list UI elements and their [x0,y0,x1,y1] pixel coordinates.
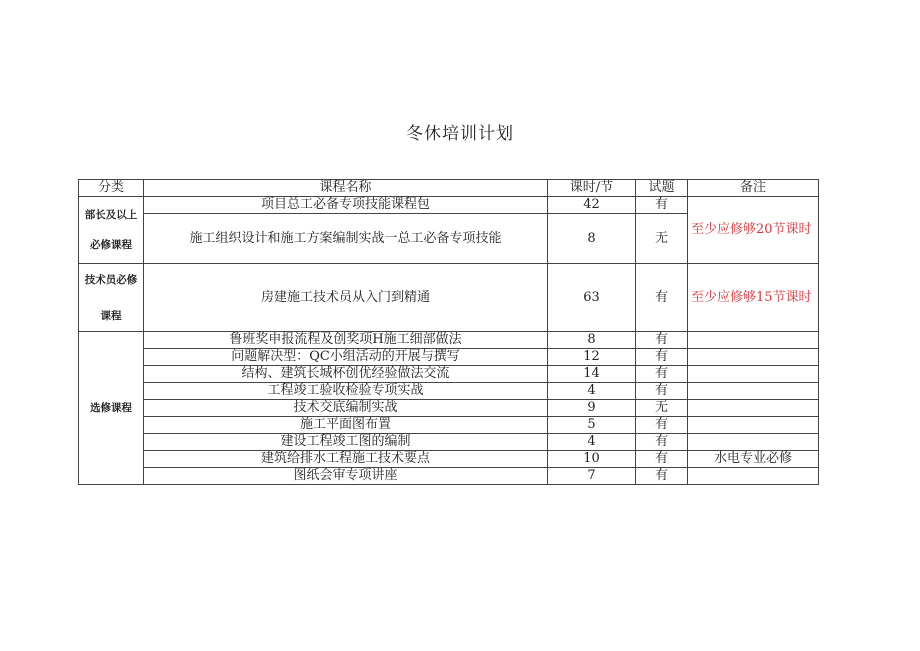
course-remark [688,434,819,451]
course-remark: 水电专业必修 [688,451,819,468]
table-row [79,366,819,383]
course-exam: 无 [636,214,688,264]
table-header-row [79,180,819,197]
header-remark: 备注 [688,180,819,197]
course-name: 施工平面图布置 [144,417,548,434]
table-row [79,383,819,400]
course-hours: 8 [548,332,636,349]
course-exam: 无 [636,400,688,417]
table-row [79,468,819,485]
header-hours: 课时/节 [548,180,636,197]
course-remark [688,400,819,417]
course-remark [688,468,819,485]
course-name: 建筑给排水工程施工技术要点 [144,451,548,468]
course-exam: 有 [636,349,688,366]
course-name: 建设工程竣工图的编制 [144,434,548,451]
course-remark [688,417,819,434]
course-exam: 有 [636,434,688,451]
course-hours: 8 [548,214,636,264]
course-exam: 有 [636,451,688,468]
course-hours: 12 [548,349,636,366]
table-row [79,434,819,451]
course-exam: 有 [636,366,688,383]
course-hours: 7 [548,468,636,485]
category-elective: 选修课程 [79,332,144,485]
course-hours: 10 [548,451,636,468]
header-exam: 试题 [636,180,688,197]
course-name: 项目总工必备专项技能课程包 [144,197,548,214]
course-name: 鲁班奖申报流程及创奖项H施工细部做法 [144,332,548,349]
table-row [79,264,819,332]
course-remark [688,383,819,400]
course-hours: 14 [548,366,636,383]
course-exam: 有 [636,468,688,485]
table-row [79,349,819,366]
course-remark [688,349,819,366]
table-row [79,197,819,214]
course-name: 问题解决型：QC小组活动的开展与撰写 [144,349,548,366]
course-exam: 有 [636,383,688,400]
course-hours: 42 [548,197,636,214]
course-hours: 4 [548,434,636,451]
remark-tech: 至少应修够15节课时 [688,264,819,332]
course-name: 工程竣工验收检验专项实战 [144,383,548,400]
course-hours: 9 [548,400,636,417]
course-remark [688,366,819,383]
course-name: 房建施工技术员从入门到精通 [144,264,548,332]
course-exam: 有 [636,417,688,434]
remark-dept: 至少应修够20节课时 [688,197,819,264]
table-row [79,332,819,349]
header-course: 课程名称 [144,180,548,197]
course-hours: 63 [548,264,636,332]
table-row [79,451,819,468]
course-remark [688,332,819,349]
page-title: 冬休培训计划 [406,124,514,144]
header-category: 分类 [79,180,144,197]
course-exam: 有 [636,332,688,349]
course-exam: 有 [636,197,688,214]
course-name: 施工组织设计和施工方案编制实战一总工必备专项技能 [144,214,548,264]
category-tech: 技术员必修 课程 [79,264,144,332]
course-exam: 有 [636,264,688,332]
course-name: 图纸会审专项讲座 [144,468,548,485]
course-hours: 5 [548,417,636,434]
course-hours: 4 [548,383,636,400]
training-plan-table [78,179,819,485]
course-name: 结构、建筑长城杯创优经验做法交流 [144,366,548,383]
category-dept: 部长及以上 必修课程 [79,197,144,264]
course-name: 技术交底编制实战 [144,400,548,417]
table-row [79,417,819,434]
table-row [79,400,819,417]
